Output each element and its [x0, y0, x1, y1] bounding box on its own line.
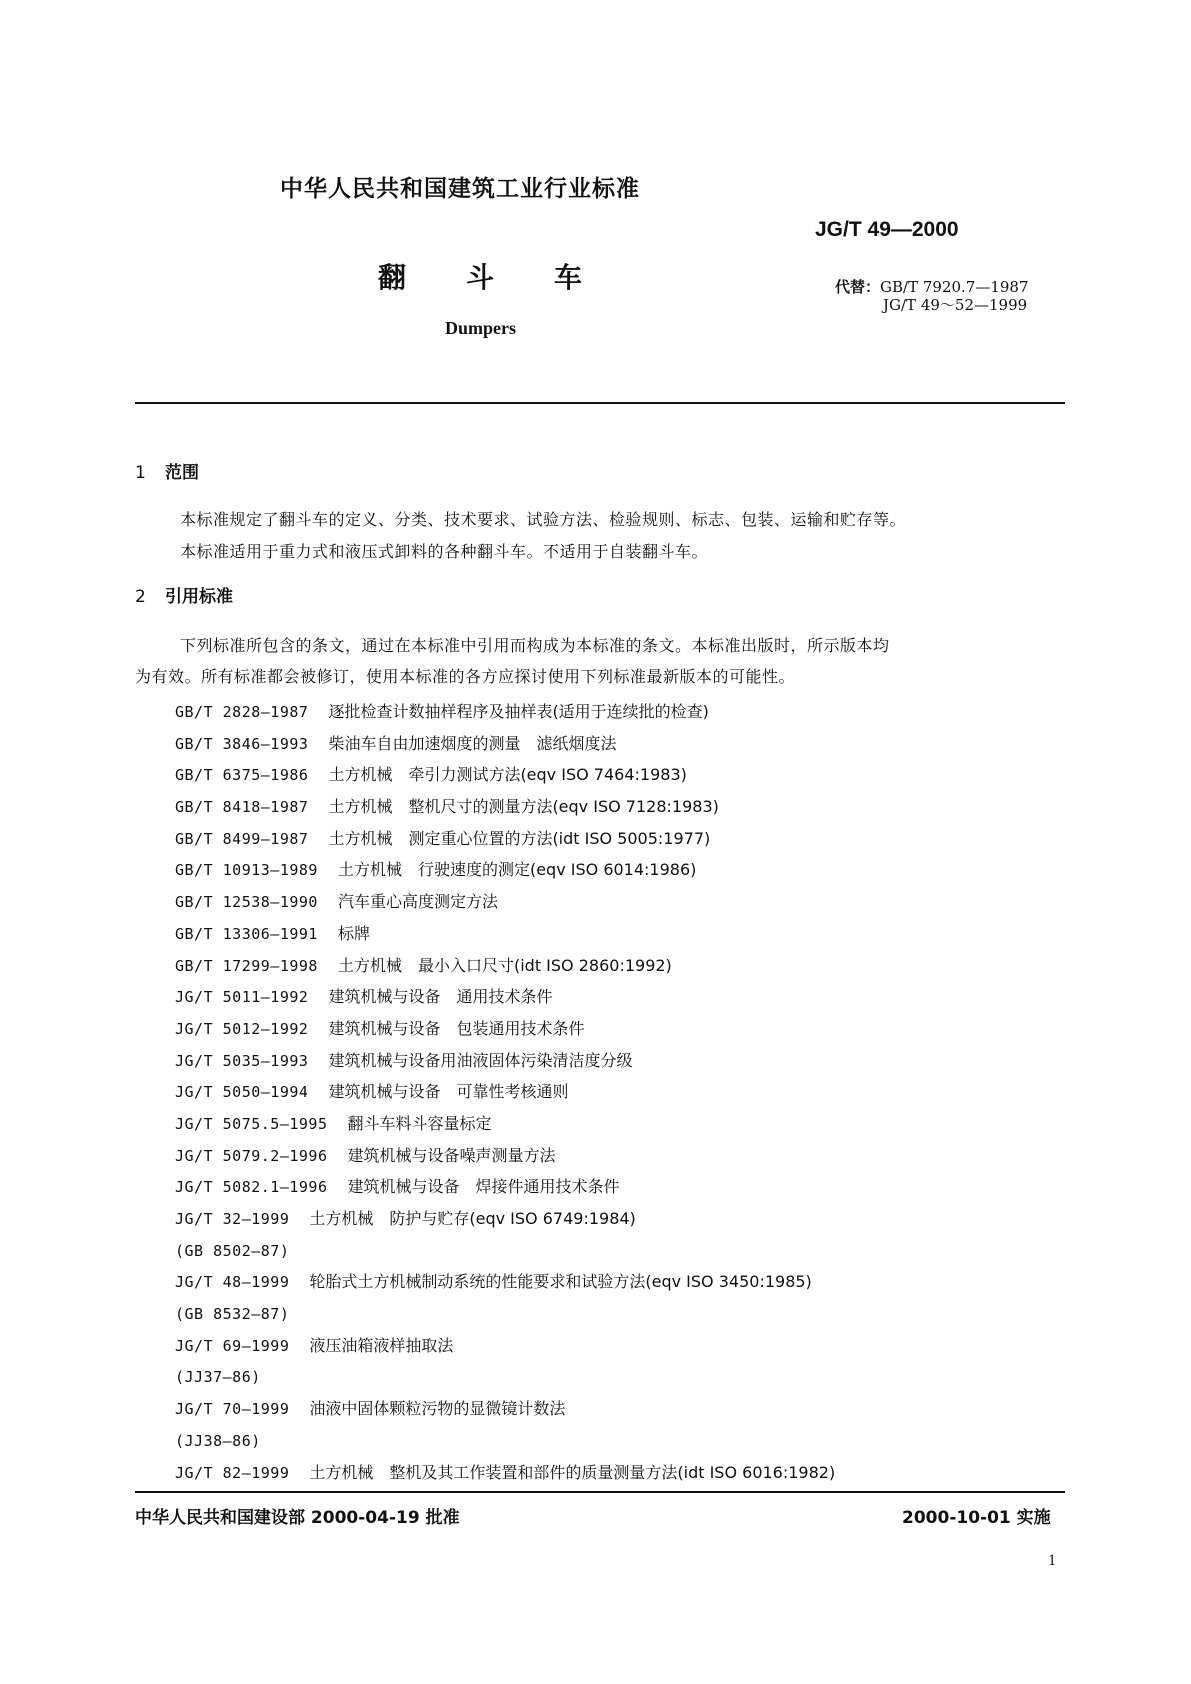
reference-item	[175, 918, 835, 950]
reference-item	[175, 1235, 835, 1267]
reference-code: JG/T 5082.1—1996	[175, 1178, 328, 1197]
reference-code: JG/T 5035—1993	[175, 1051, 309, 1070]
reference-code: JG/T 5075.5—1995	[175, 1114, 328, 1133]
reference-item	[175, 1330, 835, 1362]
reference-title: 建筑机械与设备 焊接件通用技术条件	[347, 1177, 620, 1197]
reference-title: 建筑机械与设备用油液固体污染清洁度分级	[328, 1050, 633, 1070]
section-number: 1	[135, 463, 146, 483]
standard-code: JG/T 49—2000	[815, 218, 959, 241]
reference-title: 土方机械 整机及其工作装置和部件的质量测量方法(idt ISO 6016:1982)	[309, 1462, 836, 1482]
reference-title: 翻斗车料斗容量标定	[347, 1113, 492, 1133]
replaces-block	[835, 278, 1029, 314]
reference-item	[175, 981, 835, 1013]
reference-item	[175, 1076, 835, 1108]
reference-title: 土方机械 行驶速度的测定(eqv ISO 6014:1986)	[337, 860, 697, 880]
reference-code: JG/T 5050—1994	[175, 1083, 309, 1102]
reference-item	[175, 1425, 835, 1457]
reference-code: GB/T 8499—1987	[175, 829, 309, 848]
reference-item	[175, 791, 835, 823]
reference-title: 轮胎式土方机械制动系统的性能要求和试验方法(eqv ISO 3450:1985)	[309, 1272, 812, 1292]
reference-title: 标牌	[337, 923, 370, 943]
reference-code: JG/T 48—1999	[175, 1273, 290, 1292]
reference-title: 液压油箱液样抽取法	[309, 1335, 454, 1355]
reference-item	[175, 1013, 835, 1045]
document-title	[378, 256, 582, 296]
reference-title: 汽车重心高度测定方法	[337, 892, 498, 912]
reference-title: 土方机械 最小入口尺寸(idt ISO 2860:1992)	[337, 955, 672, 975]
reference-code: JG/T 5079.2—1996	[175, 1146, 328, 1165]
reference-code: GB/T 2828—1987	[175, 703, 309, 721]
page-number: 1	[1048, 1552, 1056, 1569]
reference-title: 建筑机械与设备 包装通用技术条件	[328, 1018, 585, 1038]
reference-item	[175, 728, 835, 760]
reference-title: 柴油车自由加速烟度的测量 滤纸烟度法	[328, 733, 617, 753]
reference-item	[175, 886, 835, 918]
title-char: 斗	[466, 261, 495, 294]
section-2-heading	[135, 582, 233, 607]
section-title: 范围	[165, 463, 199, 483]
header-divider	[135, 402, 1065, 404]
reference-title: 逐批检查计数抽样程序及抽样表(适用于连续批的检查)	[328, 702, 709, 721]
approval-statement: 中华人民共和国建设部 2000-04-19 批准	[135, 1508, 460, 1528]
reference-item	[175, 854, 835, 886]
reference-code: GB/T 12538—1990	[175, 893, 318, 912]
implementation-date: 2000-10-01 实施	[902, 1508, 1051, 1528]
section-1-paragraph-1: 本标准规定了翻斗车的定义、分类、技术要求、试验方法、检验规则、标志、包装、运输和贮存等。	[180, 510, 907, 529]
reference-title: 土方机械 防护与贮存(eqv ISO 6749:1984)	[309, 1209, 636, 1228]
reference-list	[175, 696, 835, 1488]
reference-code: JG/T 69—1999	[175, 1336, 290, 1355]
reference-code: (JJ37—86)	[175, 1368, 261, 1387]
english-subtitle: Dumpers	[445, 318, 516, 338]
reference-item	[175, 1140, 835, 1172]
reference-item	[175, 1361, 835, 1393]
replaces-line-1: GB/T 7920.7—1987	[880, 278, 1029, 296]
reference-title: 土方机械 整机尺寸的测量方法(eqv ISO 7128:1983)	[328, 797, 719, 817]
reference-title: 土方机械 测定重心位置的方法(idt ISO 5005:1977)	[328, 828, 711, 848]
reference-item	[175, 1457, 835, 1489]
title-char: 翻	[378, 261, 407, 294]
replaces-label: 代替：	[835, 278, 881, 296]
reference-code: GB/T 6375—1986	[175, 766, 309, 785]
reference-code: JG/T 32—1999	[175, 1210, 290, 1228]
section-number: 2	[135, 587, 146, 607]
reference-title: 建筑机械与设备 通用技术条件	[328, 987, 553, 1007]
reference-code: GB/T 3846—1993	[175, 734, 309, 753]
section-2-intro-line-2: 为有效。所有标准都会被修订，使用本标准的各方应探讨使用下列标准最新版本的可能性。	[135, 667, 796, 686]
reference-code: JG/T 5011—1992	[175, 988, 309, 1007]
reference-item	[175, 759, 835, 791]
reference-item	[175, 1203, 835, 1235]
section-1-paragraph-2: 本标准适用于重力式和液压式卸料的各种翻斗车。不适用于自装翻斗车。	[180, 542, 709, 561]
section-2-intro-line-1: 下列标准所包含的条文，通过在本标准中引用而构成为本标准的条文。本标准出版时，所示版本均	[180, 636, 890, 655]
reference-title: 建筑机械与设备噪声测量方法	[347, 1145, 556, 1165]
reference-item	[175, 1108, 835, 1140]
standard-organization: 中华人民共和国建筑工业行业标准	[280, 176, 640, 202]
reference-code: GB/T 10913—1989	[175, 861, 318, 880]
reference-title: 土方机械 牵引力测试方法(eqv ISO 7464:1983)	[328, 765, 687, 785]
reference-item	[175, 1171, 835, 1203]
reference-code: GB/T 8418—1987	[175, 798, 309, 817]
reference-code: (GB 8502—87)	[175, 1241, 290, 1260]
reference-item	[175, 1266, 835, 1298]
reference-title: 建筑机械与设备 可靠性考核通则	[328, 1082, 569, 1102]
reference-item	[175, 696, 835, 728]
reference-code: JG/T 70—1999	[175, 1400, 290, 1419]
title-char: 车	[554, 261, 583, 294]
reference-item	[175, 823, 835, 855]
reference-item	[175, 1393, 835, 1425]
reference-code: GB/T 13306—1991	[175, 924, 318, 943]
reference-item	[175, 1045, 835, 1077]
reference-code: JG/T 82—1999	[175, 1463, 290, 1482]
section-1-heading	[135, 458, 199, 483]
footer-divider	[135, 1491, 1065, 1493]
section-title: 引用标准	[165, 587, 233, 607]
reference-code: JG/T 5012—1992	[175, 1019, 309, 1038]
reference-title: 油液中固体颗粒污物的显微镜计数法	[309, 1399, 566, 1419]
reference-item	[175, 950, 835, 982]
reference-item	[175, 1298, 835, 1330]
reference-code: GB/T 17299—1998	[175, 956, 318, 975]
replaces-line-2: JG/T 49～52—1999	[883, 296, 1028, 314]
reference-code: (JJ38—86)	[175, 1431, 261, 1450]
reference-code: (GB 8532—87)	[175, 1305, 290, 1324]
